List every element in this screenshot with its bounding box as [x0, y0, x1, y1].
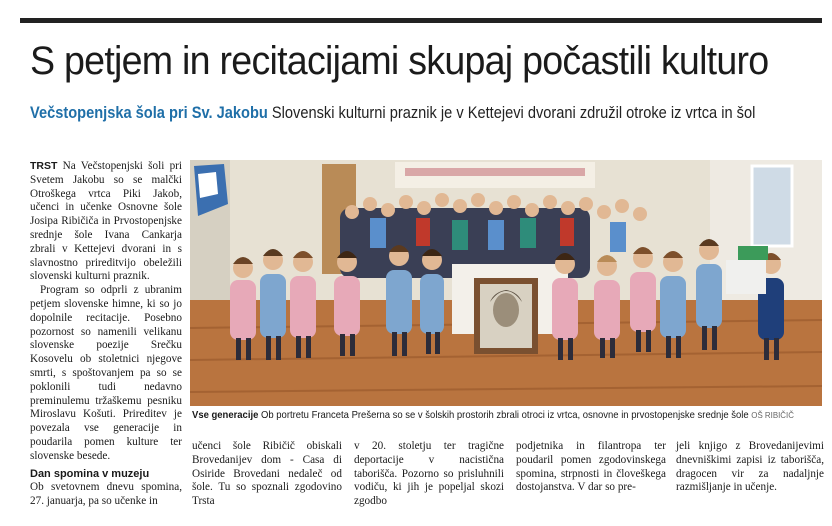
deck: Slovenski kulturni praznik je v Kettejevi dvorani združil otroke iz vrtca in šol	[271, 103, 756, 122]
article-column-1	[30, 160, 182, 509]
top-rule	[20, 18, 822, 23]
paragraph-1: Na Večstopenjski šoli pri Svetem Jakobu so se malčki Otroškega vrtca Piki Jakob, učenci in učenke Osnovne šole Josipa Ribičiča in Prvostopenjske srednje šole Ivana Cankarja zbrali v Kettejevi dvorani in s slavnostno prireditvijo obeležili slovenski kulturni praznik.	[30, 160, 182, 283]
kicker: Večstopenjska šola pri Sv. Jakobu	[30, 103, 268, 122]
article-column-3	[354, 440, 504, 509]
caption-text: Ob portretu Franceta Prešerna so se v šolskih prostorih zbrali otroci iz vrtca, osnovne in prvostopenjske srednje šole	[261, 410, 749, 421]
article-photo	[190, 160, 822, 406]
group-photo-illustration	[190, 160, 822, 406]
dateline: TRST	[30, 160, 58, 172]
article-column-2	[192, 440, 342, 509]
section-heading: Dan spomina v muzeju	[30, 467, 150, 480]
column-4-text: podjetnika in filantropa ter poudaril pomen zgodovinskega spomina, strpnosti in človeškega dostojanstva. V dar so pre-	[516, 440, 666, 494]
article-column-5	[676, 440, 824, 495]
caption-lead: Vse generacije	[192, 410, 259, 421]
column-5-text: jeli knjigo z Brovedanijevimi dnevniškimi zapisi iz taborišča, dragocen vir za nadaljnje razmišljanje in učenje.	[676, 440, 824, 494]
paragraph-2: Program so odprli z ubranim petjem slovenske himne, ki so jo dopolnile recitacije. Posebno pozornost so namenili velikanu slovenske poezije Srečku Kosovelu ob stoletnici njegove smrti, s spoštovanjem pa so se poklonili tudi nedavno preminulemu tržaškemu pesniku Miroslavu Košuti. Prireditev je povezala vse generacije in poudarila pomen kulture ter slovenske besede.	[30, 284, 182, 462]
photo-caption	[192, 409, 794, 422]
column-3-text: v 20. stoletju ter tragične deportacije v nacistična taborišča. Pozorno so prisluhnili vodiču, ki jih je popeljal skozi zgodbo	[354, 440, 504, 508]
subheadline	[30, 102, 756, 124]
article-column-4	[516, 440, 666, 495]
column-2-text: učenci šole Ribičič obiskali Brovedanijev dom - Casa di Osiride Brovedani nedaleč od šole. Tu so spoznali zgodovino Trsta	[192, 440, 342, 508]
photo-credit: OŠ RIBIČIČ	[751, 410, 794, 420]
headline: S petjem in recitacijami skupaj počastili kulturo	[30, 39, 769, 83]
paragraph-3: Ob svetovnem dnevu spomina, 27. januarja, pa so učenke in	[30, 481, 182, 508]
